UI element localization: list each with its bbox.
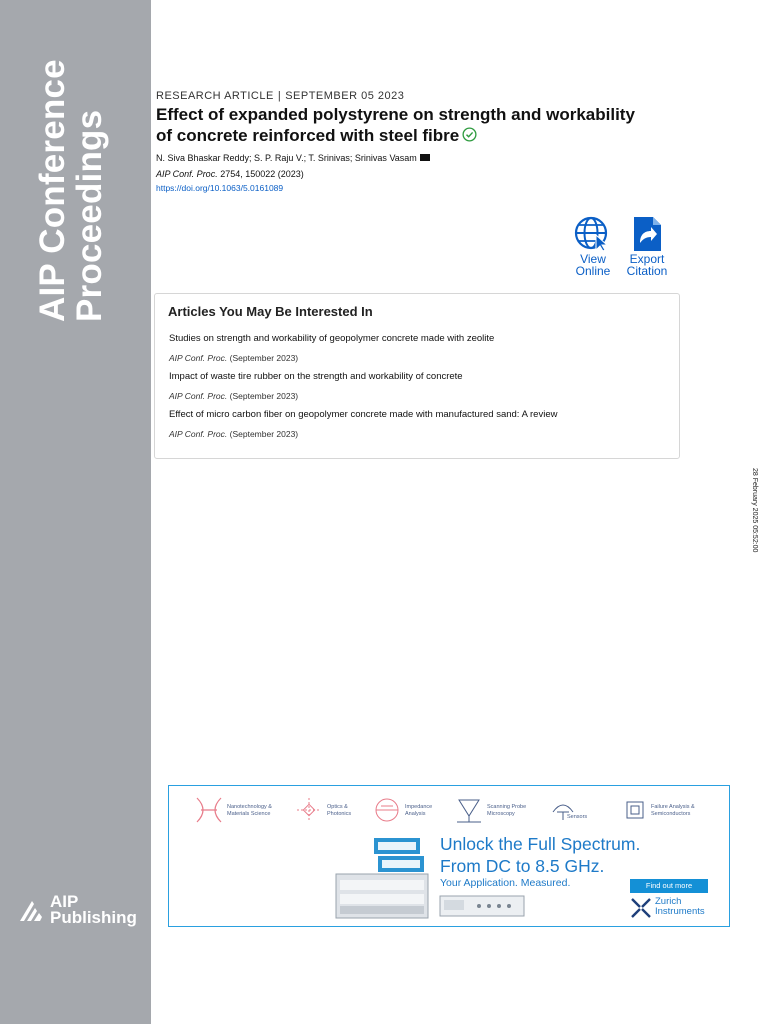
- related-article-date: (September 2023): [227, 353, 299, 363]
- view-online-label-1: View: [580, 252, 606, 266]
- impedance-icon: [373, 796, 401, 824]
- related-article-title[interactable]: Effect of micro carbon fiber on geopolymer concrete made with manufactured sand: A review: [169, 409, 558, 420]
- related-article-title[interactable]: Studies on strength and workability of geopolymer concrete made with zeolite: [169, 333, 495, 344]
- find-out-more-button[interactable]: Find out more: [630, 879, 708, 893]
- related-article-date: (September 2023): [227, 429, 299, 439]
- series-sidebar: [0, 0, 151, 1024]
- citation-journal: AIP Conf. Proc.: [156, 169, 218, 179]
- related-article-meta: [169, 429, 557, 439]
- related-article-journal: AIP Conf. Proc.: [169, 429, 228, 439]
- view-online-label-2: Online: [575, 264, 611, 278]
- article-title-line1: Effect of expanded polystyrene on strength and workability: [156, 105, 635, 124]
- related-article-date: (September 2023): [227, 391, 299, 401]
- chip-icon: [621, 796, 649, 824]
- publisher-name-line1: AIP: [50, 892, 79, 911]
- ad-category-row: Nanotechnology & Materials Science Optics & Photonics Impedance Analysis Scanning Probe Microscopy Sensors Failure Analysis & Semiconductors: [169, 792, 729, 832]
- article-type: RESEARCH ARTICLE: [156, 90, 274, 102]
- article-date: SEPTEMBER 05 2023: [285, 90, 405, 102]
- kicker-separator: |: [277, 90, 282, 102]
- related-article-item: [169, 371, 463, 401]
- series-title-line1: AIP Conference: [33, 59, 72, 322]
- related-articles-box: [154, 293, 680, 459]
- related-article-journal: AIP Conf. Proc.: [169, 353, 228, 363]
- article-title-line2: of concrete reinforced with steel fibre: [156, 126, 460, 145]
- zurich-instruments-logo: [630, 896, 730, 920]
- ad-headline-line2: From DC to 8.5 GHz.: [440, 856, 605, 876]
- citation-volume: 2754, 150022 (2023): [217, 169, 304, 179]
- related-article-item: [169, 409, 557, 439]
- export-citation-button[interactable]: [624, 216, 670, 277]
- zurich-instruments-icon: [630, 897, 652, 919]
- doi-link[interactable]: https://doi.org/10.1063/5.0161089: [156, 183, 284, 193]
- check-circle-icon: [462, 127, 477, 142]
- globe-cursor-icon: [574, 216, 612, 252]
- advertisement-banner[interactable]: [168, 785, 730, 927]
- export-citation-label-1: Export: [629, 252, 665, 266]
- brand-line2: Instruments: [655, 906, 705, 917]
- brand-line1: Zurich: [655, 896, 682, 907]
- related-article-title[interactable]: Impact of waste tire rubber on the strength and workability of concrete: [169, 371, 463, 382]
- article-title: [156, 104, 696, 146]
- ad-headline-line1: Unlock the Full Spectrum.: [440, 834, 641, 854]
- related-article-meta: [169, 353, 494, 363]
- citation-line: [156, 169, 304, 179]
- related-article-meta: [169, 391, 463, 401]
- envelope-icon[interactable]: [420, 154, 430, 161]
- series-title-line2: Proceedings: [70, 109, 109, 322]
- ad-subline: Your Application. Measured.: [440, 877, 571, 889]
- optics-icon: [295, 796, 323, 824]
- article-kicker: [156, 90, 404, 102]
- aip-publishing-logo[interactable]: [18, 892, 142, 928]
- related-article-journal: AIP Conf. Proc.: [169, 391, 228, 401]
- ad-headline: [440, 833, 640, 877]
- related-article-item: [169, 333, 494, 363]
- export-citation-label-2: Citation: [626, 264, 668, 278]
- download-timestamp: 28 February 2025 05:52:00: [751, 468, 758, 553]
- instruments-image: [334, 834, 434, 924]
- nanotech-icon: [195, 796, 223, 824]
- series-title: [34, 52, 108, 322]
- export-document-icon: [632, 216, 662, 252]
- probe-icon: [455, 796, 483, 824]
- author-list: [156, 153, 430, 163]
- view-online-button[interactable]: [570, 216, 616, 277]
- lock-in-amplifier-image: [439, 892, 525, 918]
- publisher-name-line2: Publishing: [50, 908, 137, 927]
- related-articles-heading: Articles You May Be Interested In: [168, 304, 373, 319]
- aip-logo-icon: [18, 895, 48, 925]
- authors-text[interactable]: N. Siva Bhaskar Reddy; S. P. Raju V.; T. Srinivas; Srinivas Vasam: [156, 153, 417, 163]
